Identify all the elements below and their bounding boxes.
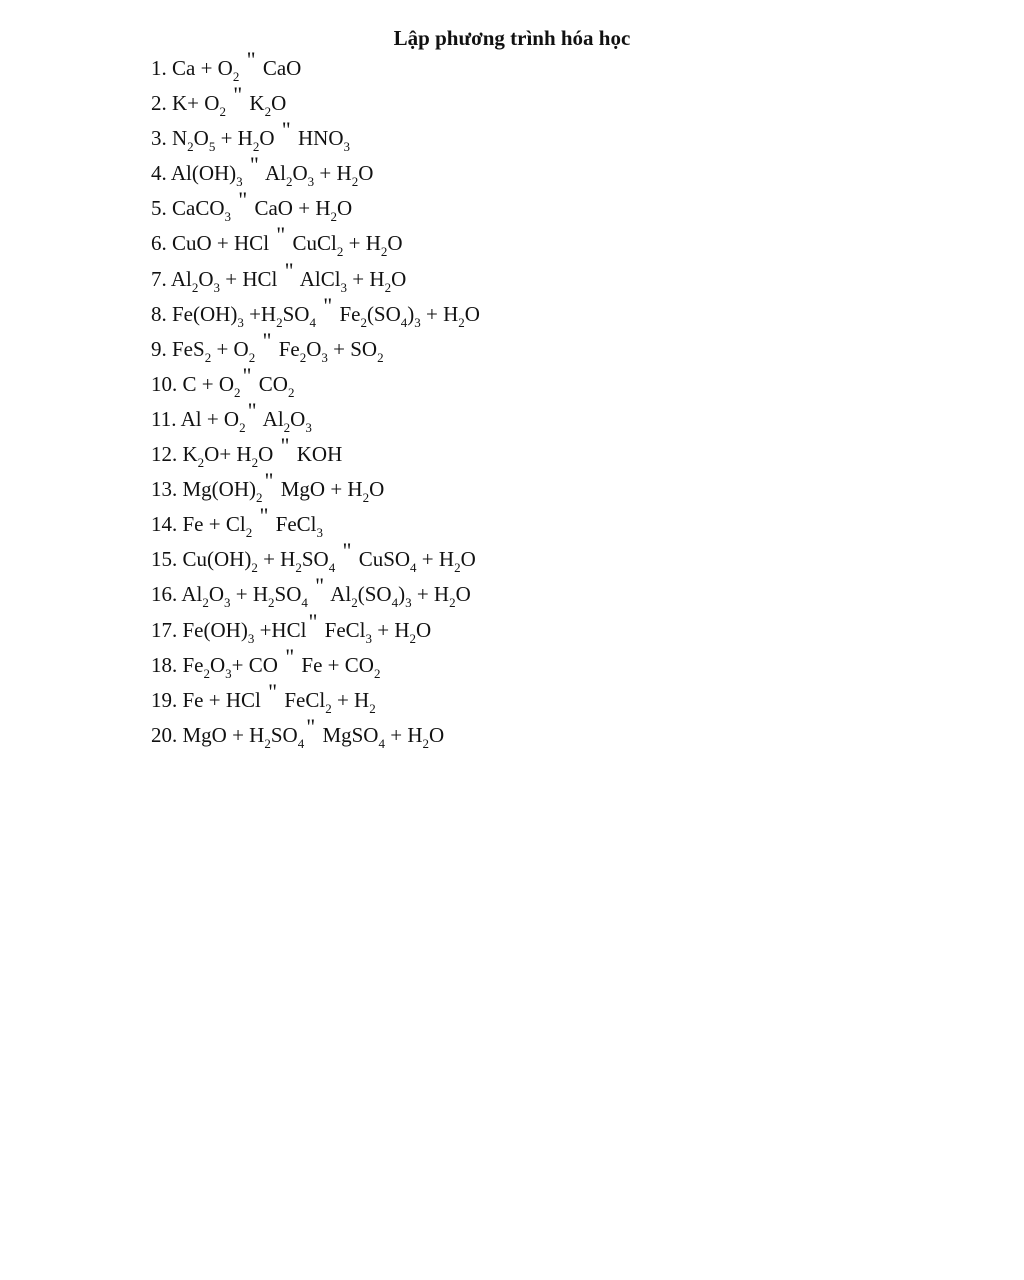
equation-number: 12. [151,442,183,467]
subscript: 3 [213,279,221,295]
equation-formula: Fe + HCl " FeCl$_2$ + $H_2$ [182,678,376,716]
equation-item [151,433,480,473]
formula-text: ) [407,301,415,326]
formula-text: CuSO [353,547,411,572]
document-title: Lập phương trình hóa học [393,26,631,50]
equation-formula: $Ca + O_2$ " CaO [172,47,302,84]
equation-list [151,47,480,754]
subscript: 3 [224,595,231,611]
equation-formula: MgO + $H_2SO_4$" MgSO$_4$ + $H_2O$ [182,713,445,751]
equation-formula: $Fe(OH)_3 +HCl$" FeCl$_3$ + $H_2O$ [182,608,432,646]
subscript: 2 [239,419,246,435]
subscript: 2 [234,384,241,400]
subscript: 3 [365,630,373,646]
equation-number: 19. [151,687,183,712]
subscript: 2 [330,209,337,225]
formula-text: Fe(OH) [172,301,238,326]
formula-text: + HCl [220,266,283,291]
equation-item [151,362,480,403]
subscript: 2 [191,279,199,295]
subscript: 5 [208,139,216,155]
subscript: 2 [351,174,359,190]
subscript: 2 [283,419,291,435]
formula-text: O [429,722,445,747]
equation-item [151,468,480,508]
formula-text: + H [411,582,450,607]
subscript: 2 [268,595,275,611]
formula-text [335,547,340,571]
subscript: 2 [203,665,210,681]
equation-formula: $Mg(OH)_2$" MgO + $H_2O$ [182,468,385,506]
formula-text: + H [257,547,296,572]
equation-formula: $K_2O+ H_2O$ " KOH [182,433,343,471]
formula-text: Al [258,406,284,431]
formula-text: N [172,126,188,151]
formula-text: K [244,91,265,116]
equation-item [151,503,480,543]
formula-text [308,582,313,606]
subscript: 2 [248,349,256,365]
formula-text: + H [230,582,269,607]
formula-text: SO [274,582,302,607]
equation-formula: $Cu(OH)_2 + H_2SO_4$ " CuSO$_4$ + $H_2O$ [182,538,476,576]
equation-number: 2. [151,91,172,116]
formula-text: ) [398,582,406,607]
formula-text: Al [170,266,192,291]
subscript: 2 [336,244,344,260]
formula-text: Fe [182,652,204,677]
formula-text: O [464,301,480,326]
equation-item [151,257,480,298]
subscript: 2 [276,314,283,330]
formula-text: Fe [273,336,300,361]
equation-item [151,292,480,333]
equation-number: 7. [151,266,171,291]
formula-text: + H [347,266,385,291]
formula-text: + H [215,126,253,151]
formula-text: CaO + H [249,196,331,221]
subscript: 2 [219,104,226,120]
formula-text: C + O [182,371,235,396]
equation-number: 3. [151,126,172,151]
subscript: 2 [377,349,384,365]
equation-number: 5. [151,196,172,221]
subscript: 2 [458,314,465,330]
equation-number: 20. [151,722,183,747]
formula-text: (SO [357,582,392,607]
equation-number: 6. [151,231,172,256]
formula-text: MgO + H [182,722,265,747]
equation-formula: CaCO$_3$ " CaO + $H_2O$ [172,187,353,225]
formula-text: CaCO [172,196,225,221]
formula-text: K [182,442,198,467]
subscript: 2 [197,455,205,471]
subscript: 2 [245,525,253,541]
formula-text: O [455,582,471,607]
formula-text: Al(OH) [170,161,237,186]
equation-formula: $FeS_2 + O_2$ " $Fe_2O_3 + SO_2$ [172,327,384,365]
subscript: 2 [252,139,260,155]
subscript: 2 [202,595,209,611]
equation-item [151,47,480,87]
equation-number: 13. [151,477,183,502]
subscript: 3 [321,349,328,365]
equation-formula: $N_2O_5 + H_2O$ " $HNO_3$ [172,117,351,155]
subscript: 3 [405,595,412,611]
formula-text: Fe + Cl [182,512,246,537]
subscript: 2 [187,139,194,155]
subscript: 2 [287,384,295,400]
formula-text: O [306,336,322,361]
formula-text: AlCl [295,266,341,291]
formula-text: MgO + H [275,477,363,502]
formula-text: Al + O [180,406,240,431]
subscript: 3 [305,419,312,435]
subscript: 3 [225,665,232,681]
subscript: 2 [384,279,392,295]
equation-number: 8. [151,301,172,326]
subscript: 2 [256,490,263,506]
equation-formula: $Fe(OH)_3 +H_2SO_4$ " $Fe_2(SO_4)_3 + H_2O$ [172,292,480,330]
formula-text: O [271,91,287,116]
subscript: 2 [373,665,381,681]
subscript: 2 [369,700,376,716]
formula-text: + H [420,301,459,326]
subscript: 2 [362,490,370,506]
formula-text: SO [301,547,329,572]
subscript: 2 [264,735,271,751]
formula-text: O [210,652,226,677]
subscript: 2 [454,560,461,576]
subscript: 2 [299,349,307,365]
formula-text: +HCl [254,617,307,642]
formula-text: HNO [292,126,344,151]
subscript: 2 [204,349,212,365]
formula-text: O [369,477,385,502]
formula-text [252,512,257,536]
subscript: 3 [343,139,351,155]
formula-text: Al [260,161,286,186]
equation-item [151,713,480,754]
equation-number: 17. [151,617,183,642]
formula-text: + CO [231,652,284,677]
equation-number: 4. [151,161,171,186]
subscript: 2 [251,560,258,576]
formula-text: Ca + O [172,56,233,80]
equation-number: 11. [151,406,181,431]
formula-text [316,302,321,326]
formula-text: CuO + HCl [172,231,275,256]
subscript: 3 [316,525,324,541]
formula-text: + H [343,231,381,256]
formula-text: + H [416,547,455,572]
subscript: 2 [380,244,388,260]
formula-text: O [208,582,225,607]
subscript: 4 [391,595,399,611]
subscript: 2 [286,174,293,190]
subscript: 3 [414,314,421,330]
equation-formula: $Fe_2O_3+$ CO " $Fe + CO_2$ [182,643,381,681]
formula-text: CaO [257,56,302,80]
formula-text: CuCl [287,231,337,256]
subscript: 3 [224,209,231,225]
formula-text: + H [331,687,370,712]
formula-text: MgSO [317,722,379,747]
formula-text: + H [372,617,410,642]
formula-text: FeCl [270,512,317,537]
equation-number: 18. [151,652,183,677]
formula-text: KOH [291,442,343,467]
formula-text: SO [270,722,298,747]
equation-item [151,608,480,649]
subscript: 3 [340,279,348,295]
formula-text: O [258,442,279,467]
subscript: 2 [232,69,240,84]
subscript: 3 [236,174,243,190]
subscript: 4 [400,314,408,330]
equation-item [151,397,480,438]
equation-number: 14. [151,512,183,537]
formula-text: + SO [327,336,378,361]
formula-text: Fe + HCl [182,687,267,712]
formula-text: O [460,547,476,572]
subscript: 3 [307,174,315,190]
formula-text: + O [211,336,249,361]
formula-text [255,337,260,361]
subscript: 2 [295,560,302,576]
subscript: 2 [325,700,332,716]
formula-text: O [416,617,432,642]
subscript: 4 [309,314,316,330]
formula-text: + H [314,161,352,186]
equation-item [151,152,480,192]
equation-formula: $Fe + Cl_2$ " FeCl$_3$ [182,503,324,541]
formula-text: K+ O [172,91,220,116]
formula-text: (SO [366,301,401,326]
formula-text: O+ H [204,442,252,467]
subscript: 4 [328,560,336,576]
subscript: 2 [264,104,272,120]
formula-text: + H [384,722,423,747]
formula-text: Mg(OH) [182,477,256,502]
formula-text [243,161,248,185]
formula-text: Al [181,582,203,607]
equation-item [151,678,480,719]
formula-text: O [193,126,209,151]
subscript: 2 [251,455,259,471]
subscript: 2 [351,595,358,611]
formula-text: O [337,196,353,221]
formula-text: Fe [334,301,361,326]
equation-number: 16. [151,582,182,607]
equation-number: 15. [151,547,183,572]
equation-formula: CuO + HCl " CuCl$_2$ + $H_2O$ [172,222,403,260]
formula-text: O [391,266,407,291]
subscript: 2 [422,735,429,751]
formula-text: Fe + CO [296,652,374,677]
formula-text [239,56,244,80]
subscript: 3 [247,630,255,646]
formula-text: O [198,266,214,291]
equation-formula: $Al_2O_3$ + HCl " AlCl$_3$ + $H_2O$ [170,257,407,295]
equation-item [151,643,480,684]
equation-number: 1. [151,56,172,80]
formula-text: O [259,126,280,151]
subscript: 3 [237,314,244,330]
equation-number: 9. [151,336,172,361]
equation-formula: $Al + O_2$" $Al_2O_3$ [180,397,312,435]
formula-text [226,91,231,115]
formula-text: O [290,406,306,431]
subscript: 4 [378,735,385,751]
formula-text: CO [253,371,288,396]
equation-item [151,117,480,157]
equation-item [151,327,480,368]
subscript: 4 [410,560,417,576]
equation-formula: $Al_2O_3 + H_2SO_4$ " $Al_2(SO_4)_3 + H_2O$ [181,573,471,611]
formula-text [231,196,236,220]
equation-formula: $Al(OH)_3$ " $Al_2O_3 + H_2O$ [170,152,374,190]
formula-text: O [292,161,308,186]
equation-item [151,187,480,227]
equation-formula: $K+ O_2$ " $K_2O$ [172,82,287,120]
subscript: 4 [297,735,305,751]
equation-formula: $C + O_2$" $CO_2$ [182,362,295,400]
formula-text: FeS [172,336,205,361]
equation-item [151,222,480,262]
equation-item [151,82,480,122]
formula-text: FeCl [279,687,326,712]
subscript: 2 [409,630,417,646]
formula-text: FeCl [319,617,366,642]
formula-text: Al [326,582,352,607]
subscript: 4 [301,595,308,611]
equation-number: 10. [151,371,183,396]
formula-text: O [358,161,374,186]
formula-text: Fe(OH) [182,617,248,642]
subscript: 2 [449,595,456,611]
formula-text: O [387,231,403,256]
formula-text: +H [243,301,277,326]
formula-text: Cu(OH) [182,547,252,572]
subscript: 2 [360,314,367,330]
formula-text: SO [282,301,310,326]
